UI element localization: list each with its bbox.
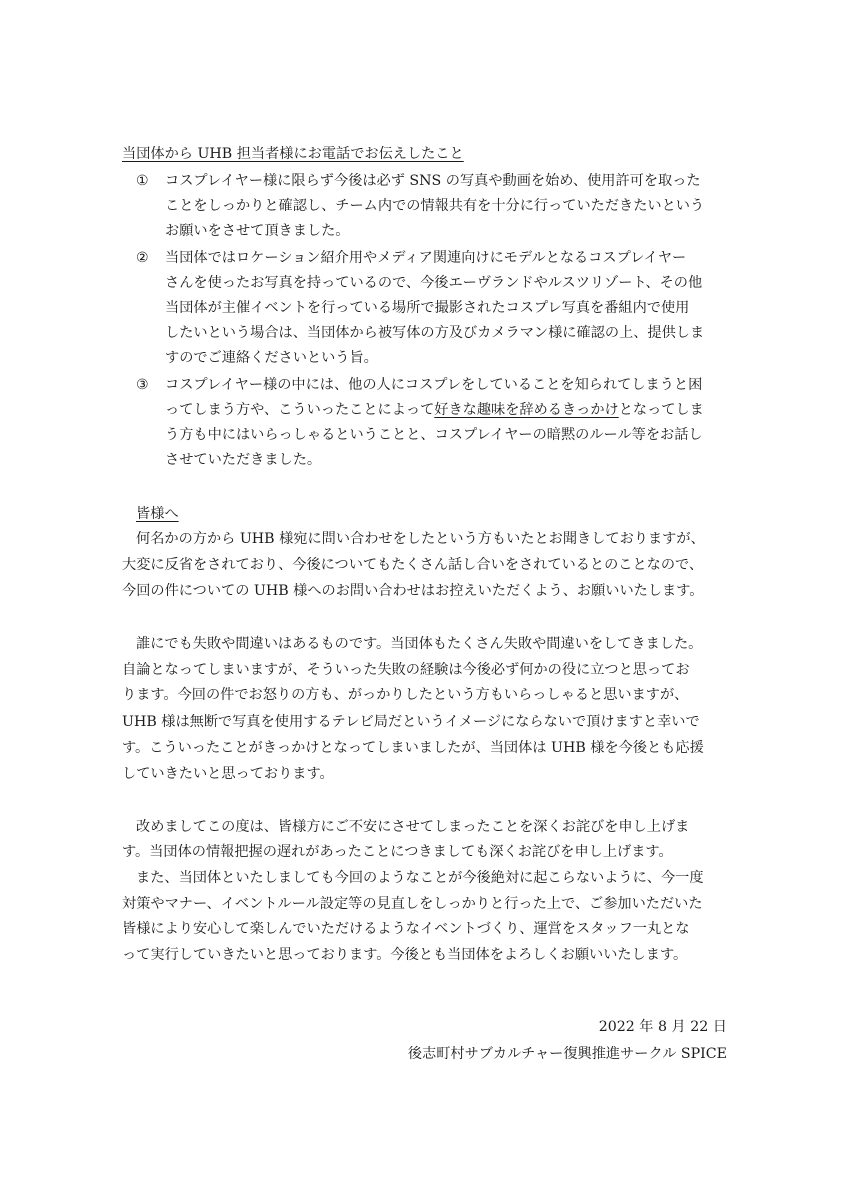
item-2-line-3: 当団体が主催イベントを行っている場所で撮影されたコスプレ写真を番組内で使用 — [165, 300, 690, 316]
paragraph-3-line-5: 皆様により安心して楽しんでいただけるようなイベントづくり、運営をスタッフ一丸とな — [122, 921, 690, 937]
item-2-line-5: すのでご連絡くださいという旨。 — [165, 350, 378, 366]
paragraph-3-line-6: って実行していきたいと思っております。今後とも当団体をよろしくお願いいたします。 — [122, 947, 688, 963]
paragraph-2-line-1: 誰にでも失敗や間違いはあるものです。当団体もたくさん失敗や間違いをしてきました。 — [136, 636, 703, 652]
item-marker-1: ① — [136, 173, 149, 189]
paragraph-1-line-2: 大変に反省をされており、今後についてもたくさん話し合いをされているとのことなので、 — [122, 557, 704, 573]
item-marker-3: ③ — [136, 377, 149, 393]
paragraph-2-line-5: す。こういったことがきっかけとなってしまいましたが、当団体は UHB 様を今後とも応援 — [122, 740, 704, 756]
section-heading: 当団体から UHB 担当者様にお電話でお伝えしたこと — [122, 146, 464, 162]
item-2-line-4: したいという場合は、当団体から被写体の方及びカメラマン様に確認の上、提供しま — [165, 325, 705, 341]
item-3-line-2-post: となってしま — [618, 402, 704, 418]
item-1-line-1: コスプレイヤー様に限らず今後は必ず SNS の写真や動画を始め、使用許可を取った — [165, 173, 701, 189]
paragraph-2-line-3: ります。今回の件でお怒りの方も、がっかりしたという方もいらっしゃると思いますが、 — [122, 687, 689, 703]
underlined-phrase: 好きな趣味を辞めるきっかけ — [434, 402, 619, 418]
paragraph-1-line-3: 今回の件についての UHB 様へのお問い合わせはお控えいただくよう、お願いいたします。 — [122, 583, 704, 599]
item-3-line-4: させていただきました。 — [165, 452, 322, 468]
paragraph-3-line-1: 改めましてこの度は、皆様方にご不安にさせてしまったことを深くお詫びを申し上げま — [136, 819, 690, 835]
item-3-line-2-pre: ってしまう方や、こういったことによって — [165, 402, 435, 418]
item-marker-2: ② — [136, 250, 149, 266]
item-2-line-2: さんを使ったお写真を持っているので、今後エーヴランドやルスツリゾート、その他 — [165, 275, 703, 291]
signature: 後志町村サブカルチャー復興推進サークル SPICE — [407, 1046, 727, 1062]
paragraph-2-line-2: 自論となってしまいますが、そういった失敗の経験は今後必ず何かの役に立つと思ってお — [122, 662, 690, 678]
paragraph-3-line-2: す。当団体の情報把握の遅れがあったことにつきましても深くお詫びを申し上げます。 — [122, 844, 673, 860]
item-1-line-2: ことをしっかりと確認し、チーム内での情報共有を十分に行っていただきたいという — [165, 198, 705, 214]
salutation: 皆様へ — [136, 506, 179, 522]
paragraph-2-line-6: していきたいと思っております。 — [122, 766, 334, 782]
paragraph-3-line-3: また、当団体といたしましても今回のようなことが今後絶対に起こらないように、今一度 — [136, 870, 704, 886]
item-3-line-3: う方も中にはいらっしゃるということと、コスプレイヤーの暗黙のルール等をお話し — [165, 427, 703, 443]
paragraph-1-line-1: 何名かの方から UHB 様宛に問い合わせをしたという方もいたとお聞きしておりますが、 — [136, 531, 705, 547]
paragraph-2-line-4: UHB 様は無断で写真を使用するテレビ局だというイメージにならないで頂けますと幸いで — [122, 714, 700, 730]
item-2-line-1: 当団体ではロケーション紹介用やメディア関連向けにモデルとなるコスプレイヤー — [165, 250, 687, 266]
item-3-line-2 — [165, 400, 704, 420]
item-3-line-1: コスプレイヤー様の中には、他の人にコスプレをしていることを知られてしまうと困 — [165, 377, 703, 393]
paragraph-3-line-4: 対策やマナー、イベントルール設定等の見直しをしっかりと行った上で、ご参加いただいた — [122, 896, 703, 912]
item-1-line-3: お願いをさせて頂きました。 — [165, 223, 350, 239]
document-date: 2022 年 8 月 22 日 — [598, 1019, 727, 1035]
